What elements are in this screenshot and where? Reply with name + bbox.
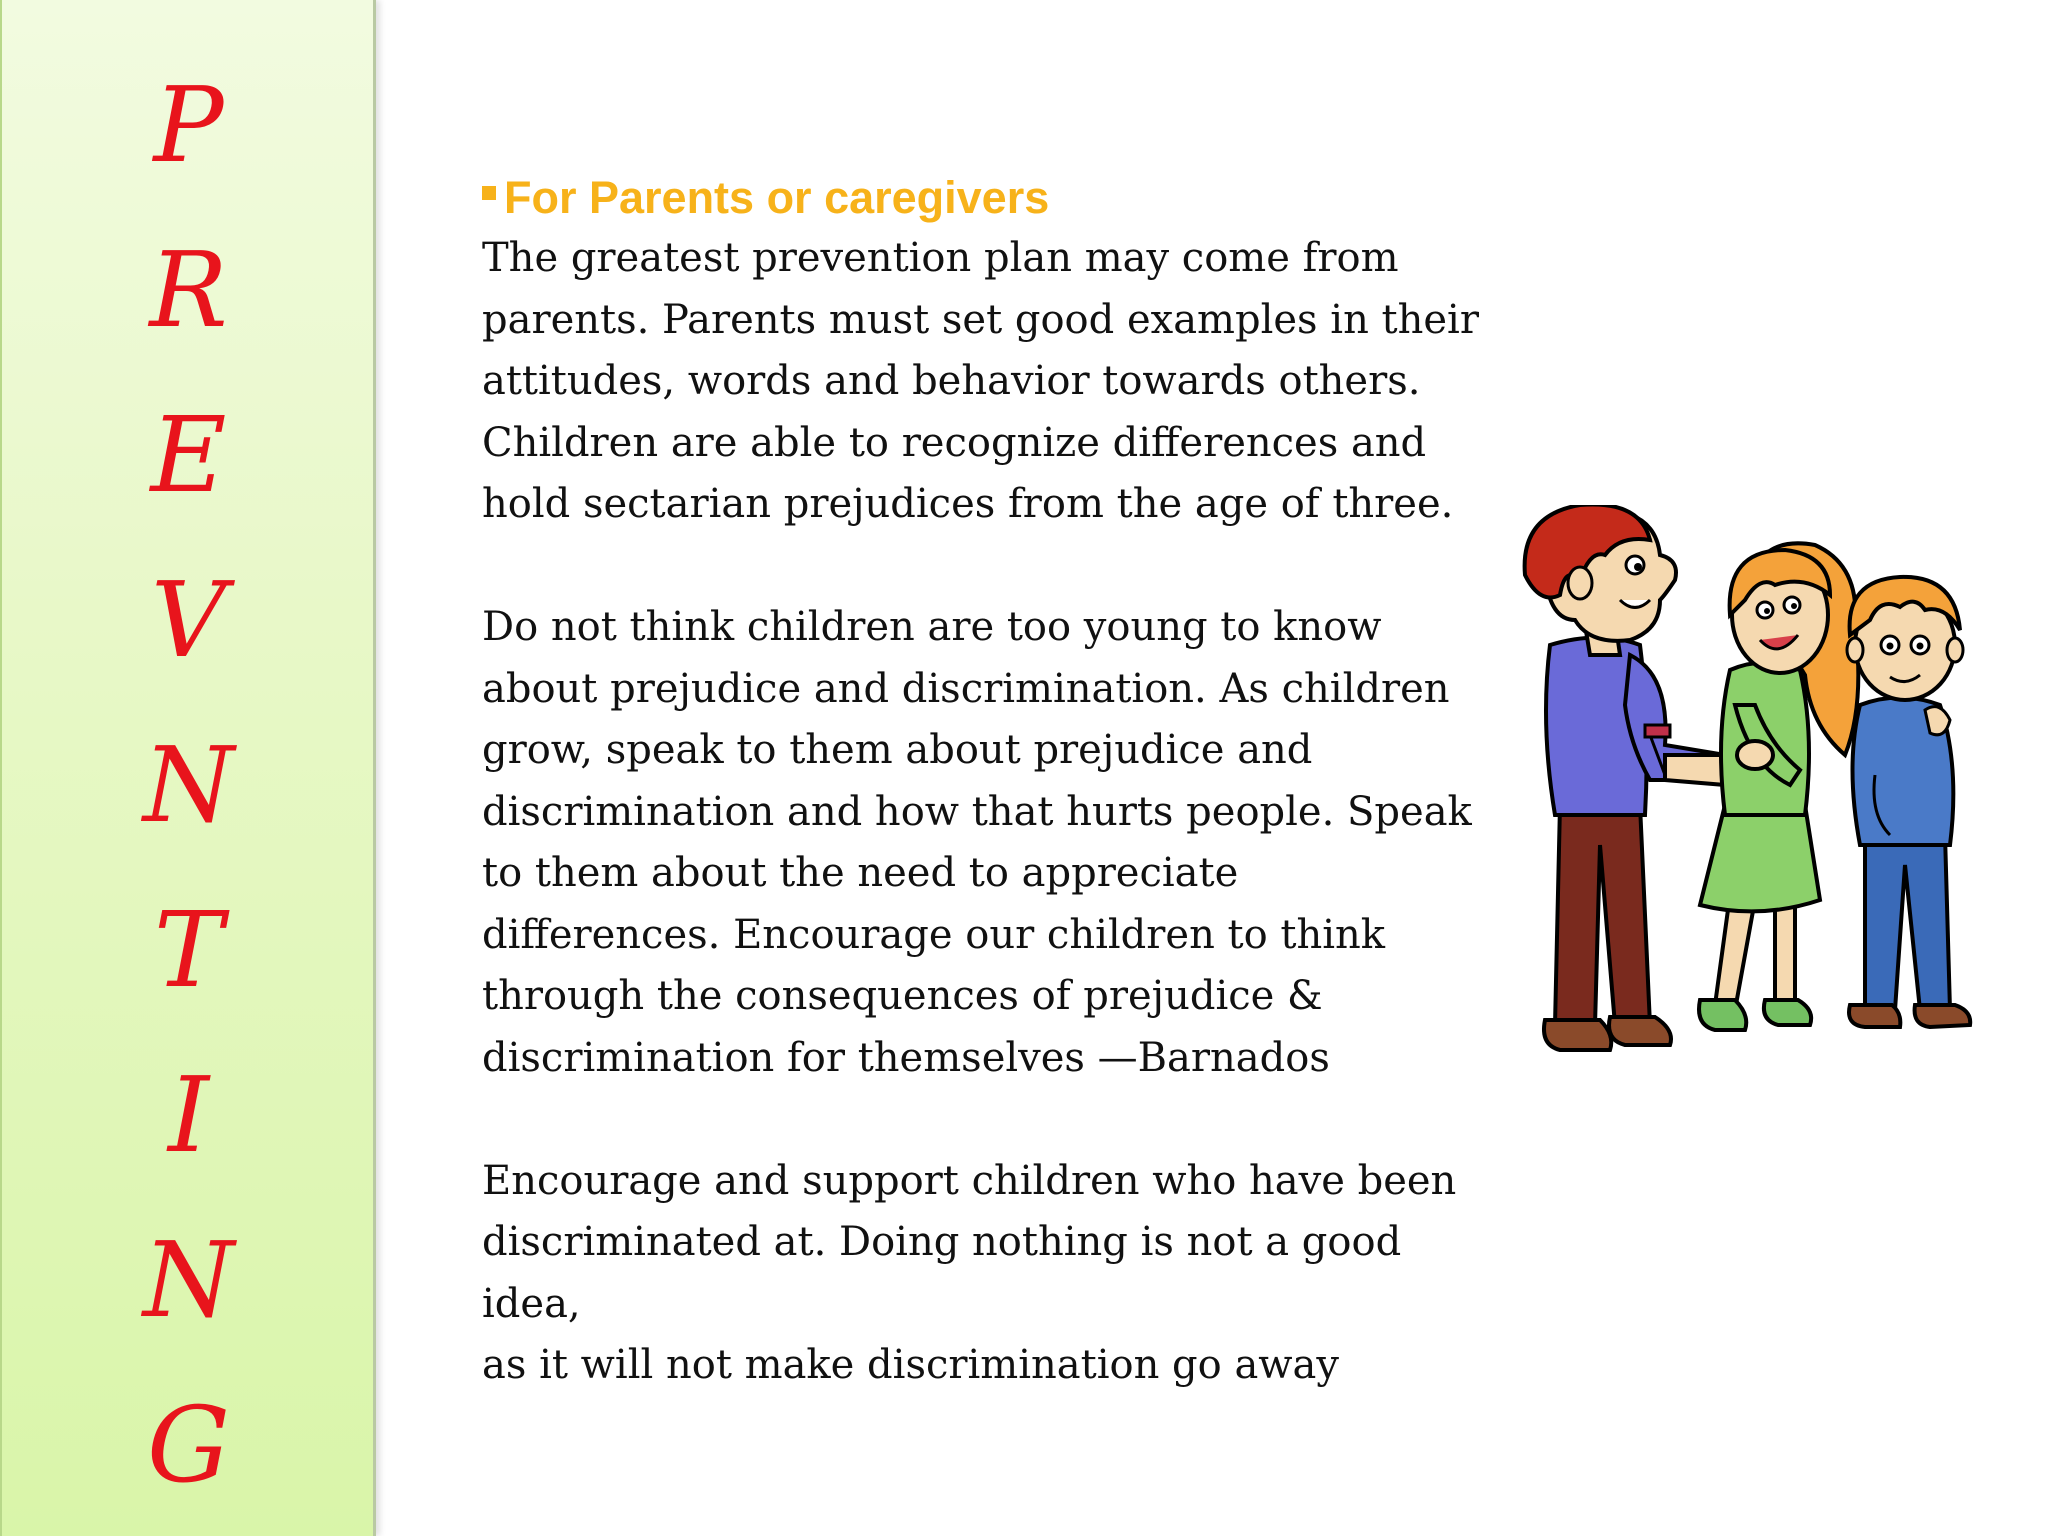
heading-text: For Parents or caregivers bbox=[504, 172, 1050, 223]
title-letter: N bbox=[143, 1219, 234, 1341]
title-letter: I bbox=[167, 1054, 210, 1176]
title-letter: R bbox=[149, 229, 228, 351]
title-letter: G bbox=[146, 1384, 231, 1506]
father-figure bbox=[1525, 505, 1745, 1050]
title-letter: E bbox=[150, 394, 227, 516]
title-letter: V bbox=[150, 559, 227, 681]
title-letter: T bbox=[153, 889, 224, 1011]
boy-figure bbox=[1847, 577, 1970, 1027]
title-letter: N bbox=[143, 724, 234, 846]
paragraph-3: Encourage and support children who have been discriminated at. Doing nothing is not a good idea, as it will not make discrimination go away bbox=[482, 1157, 1457, 1388]
section-heading bbox=[482, 168, 1482, 228]
title-letter: P bbox=[153, 64, 224, 186]
paragraph-2: Do not think children are too young to know about prejudice and discrimination. As children grow, speak to them about prejudice and discrimination and how that hurts people. Speak to them about the need to appreciate differences. Encourage our children to think through the consequences of prejudice & discrimination for themselves —Barnados bbox=[482, 604, 1472, 1081]
side-panel bbox=[0, 0, 376, 1536]
girl-figure bbox=[1699, 543, 1858, 1030]
square-bullet-icon bbox=[482, 186, 496, 200]
parent-with-children-illustration bbox=[1520, 505, 2020, 1065]
content-area bbox=[482, 168, 1482, 1397]
vertical-title bbox=[2, 65, 378, 1505]
paragraph-1: The greatest prevention plan may come from parents. Parents must set good examples in their attitudes, words and behavior towards others. Children are able to recognize differences and hold sectarian prejudices from the age of three. bbox=[482, 235, 1479, 527]
